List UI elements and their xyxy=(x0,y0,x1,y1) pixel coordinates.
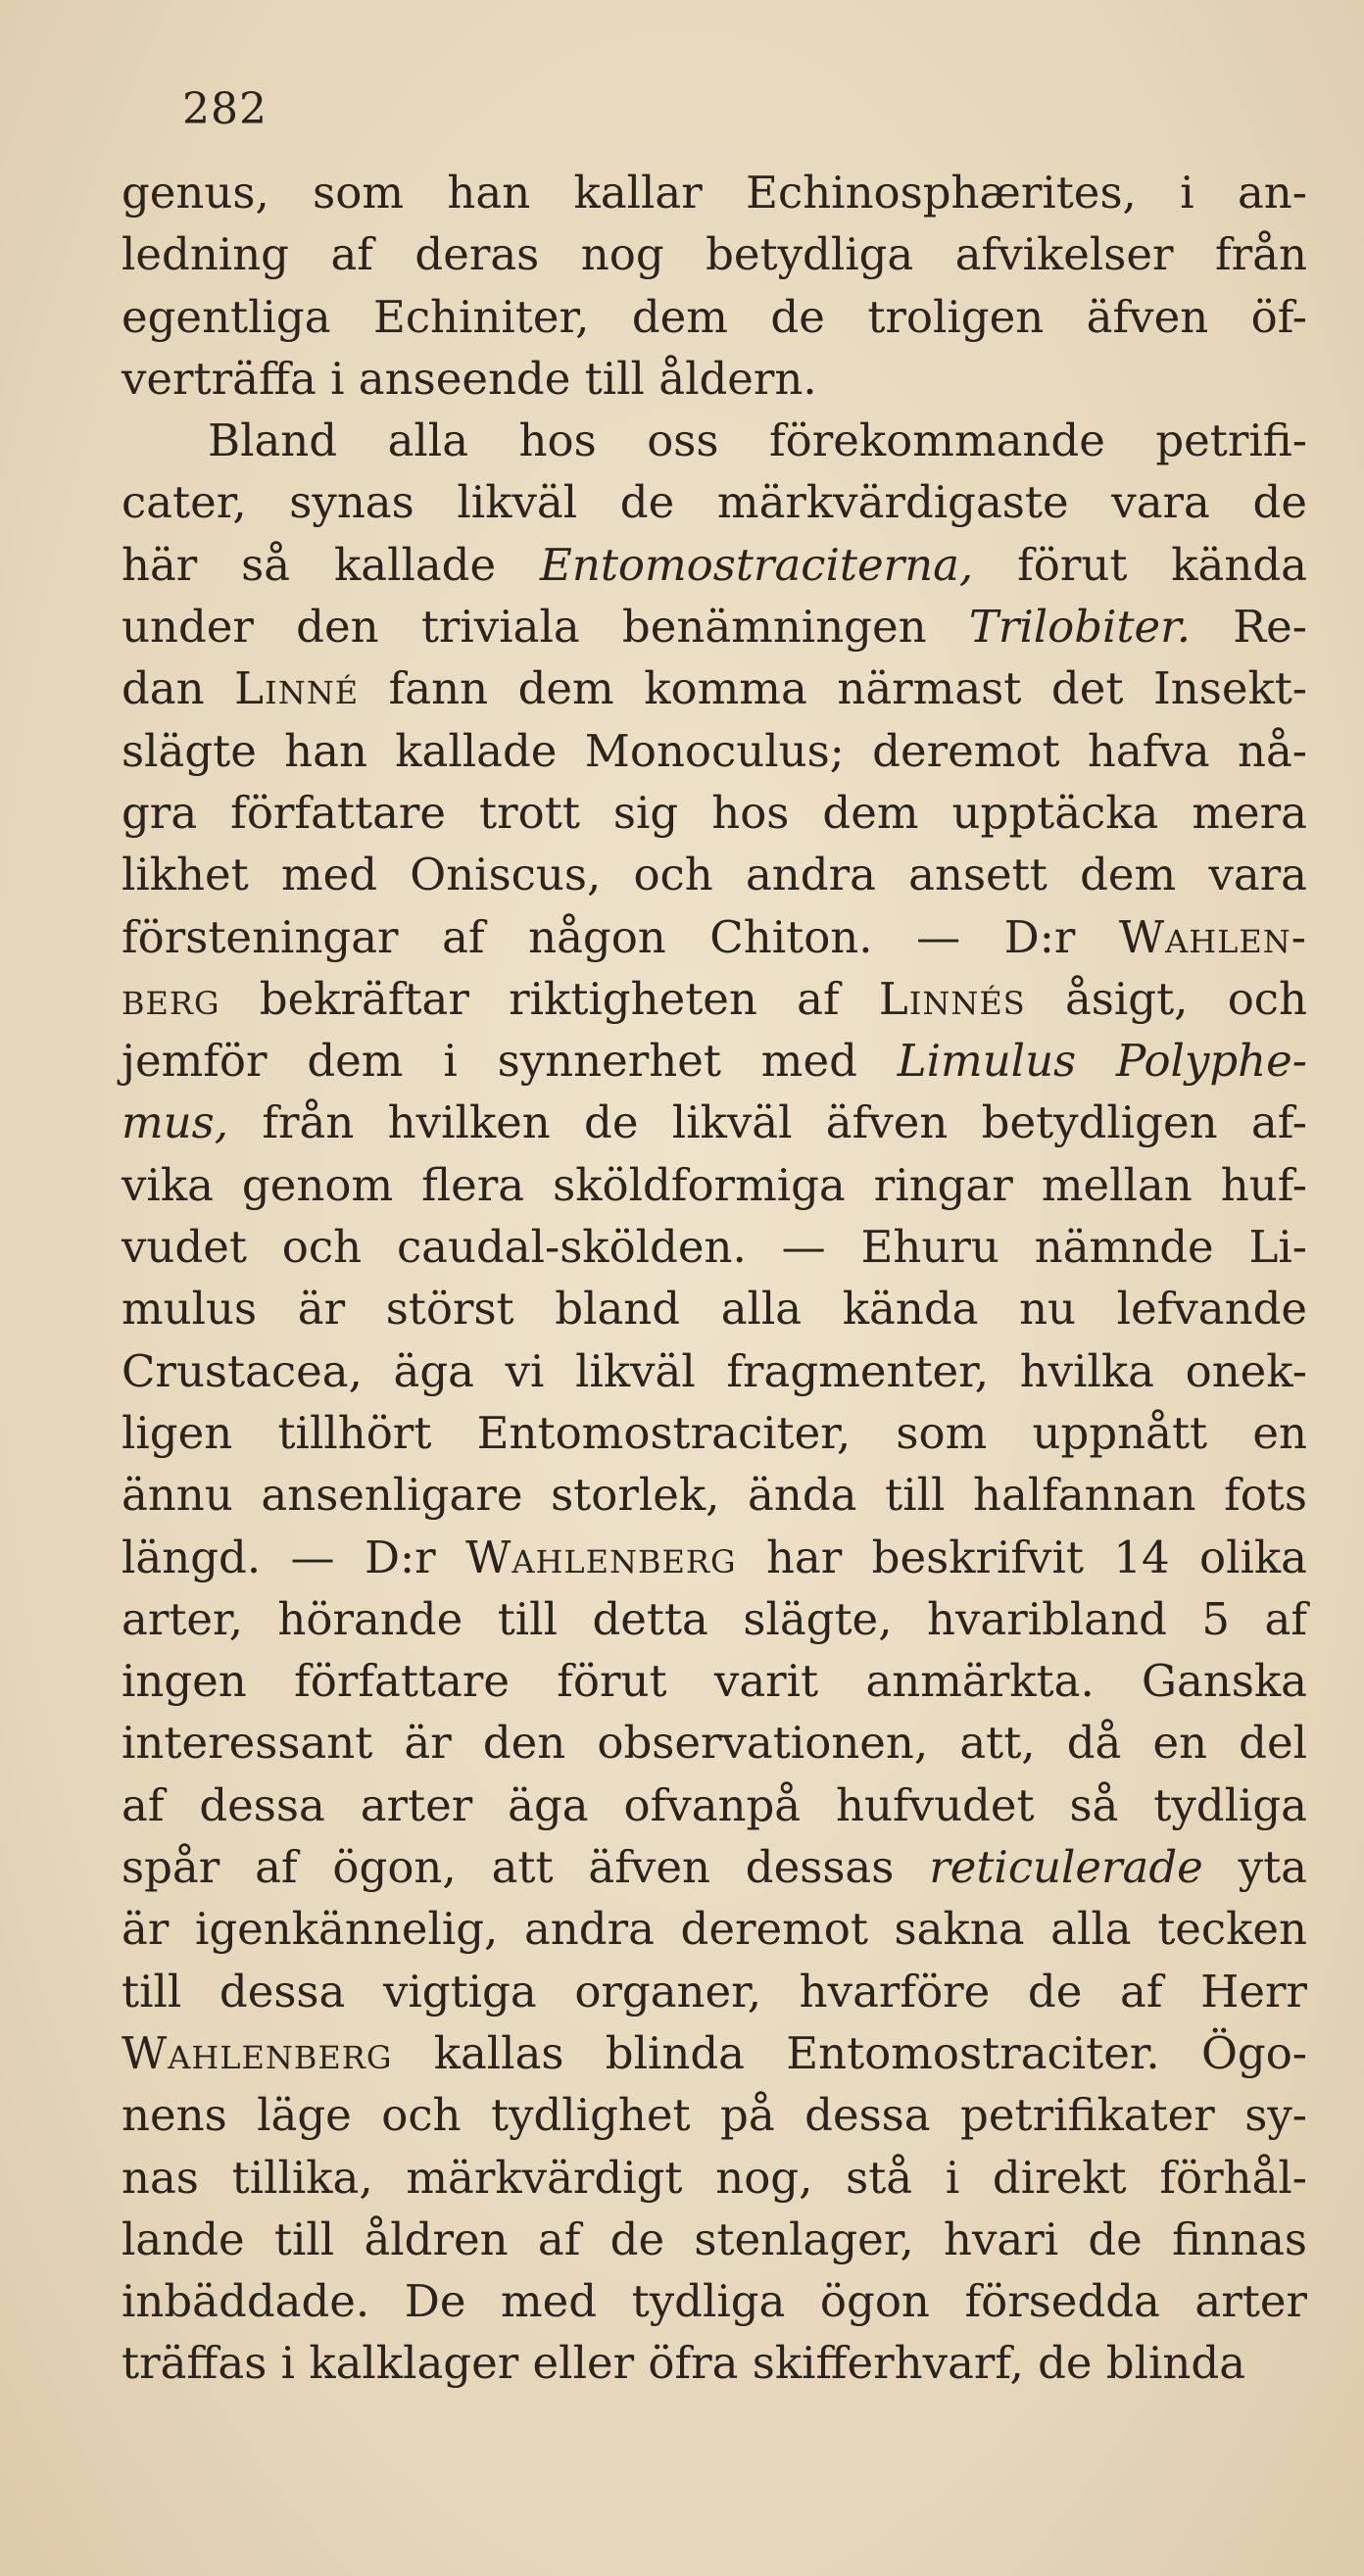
text-line xyxy=(122,1961,1307,2022)
author-name: Wahlen- xyxy=(1118,910,1307,963)
text-line xyxy=(122,348,1307,410)
text-run: nas tillika, märkvärdigt nog, stå i direkt förhål- xyxy=(122,2151,1307,2204)
text-line xyxy=(122,906,1307,968)
text-line xyxy=(122,782,1307,844)
text-line xyxy=(122,2270,1307,2332)
body-text xyxy=(122,162,1307,2395)
author-name: Linnés xyxy=(878,972,1026,1025)
text-line xyxy=(122,1588,1307,1650)
text-run: gra författare trott sig hos dem upptäcka mera xyxy=(122,786,1307,839)
text-line xyxy=(122,1650,1307,1712)
text-line xyxy=(122,1712,1307,1774)
text-run: ännu ansenligare storlek, ända till halfannan fots xyxy=(122,1469,1307,1522)
text-run: inbäddade. De med tydliga ögon försedda arter xyxy=(122,2275,1307,2328)
text-run: interessant är den observationen, att, då en del xyxy=(122,1717,1307,1770)
text-line xyxy=(122,1774,1307,1836)
text-run: till dessa vigtiga organer, hvarföre de af Herr xyxy=(122,1965,1307,2017)
text-run: ingen författare förut varit anmärkta. Ganska xyxy=(122,1655,1307,1708)
text-run: egentliga Echiniter, dem de troligen äfven öf- xyxy=(122,290,1307,343)
text-run: försteningar af någon Chiton. — D:r xyxy=(122,910,1119,963)
text-run: fann dem komma närmast det Insekt- xyxy=(359,662,1308,715)
text-line xyxy=(122,1527,1307,1588)
text-run: längd. — D:r xyxy=(122,1531,466,1583)
text-run: spår af ögon, att äfven dessas xyxy=(122,1841,930,1894)
text-run: träffas i kalklager eller öfra skifferhvarf, de blinda xyxy=(122,2337,1246,2390)
text-run: kallas blinda Entomostraciter. Ögo- xyxy=(392,2026,1307,2079)
text-run: nens läge och tydlighet på dessa petrifikater sy- xyxy=(122,2089,1307,2142)
text-run: ligen tillhört Entomostraciter, som uppnått en xyxy=(122,1406,1307,1459)
italic-term: mus, xyxy=(122,1096,229,1149)
text-run: ledning af deras nog betydliga afvikelser från xyxy=(122,228,1307,281)
italic-term: Entomostraciterna, xyxy=(539,538,974,591)
text-line xyxy=(122,286,1307,348)
text-run: Crustacea, äga vi likväl fragmenter, hvilka onek- xyxy=(122,1344,1307,1397)
text-run: är igenkännelig, andra deremot sakna alla tecken xyxy=(122,1903,1307,1956)
text-run: bekräftar riktigheten af xyxy=(219,972,879,1025)
text-run: Re- xyxy=(1191,601,1307,654)
text-run: af dessa arter äga ofvanpå hufvudet så tydliga xyxy=(122,1778,1307,1831)
italic-term: reticulerade xyxy=(929,1841,1203,1894)
text-line xyxy=(122,657,1307,719)
page-number: 282 xyxy=(182,84,268,134)
text-run: verträffa i anseende till åldern. xyxy=(122,352,817,405)
text-line xyxy=(122,162,1307,223)
author-name: berg xyxy=(122,972,220,1025)
text-line xyxy=(122,844,1307,905)
text-line xyxy=(122,223,1307,285)
text-run: Bland alla hos oss förekommande petrifi- xyxy=(208,414,1307,467)
text-run: vudet och caudal-skölden. — Ehuru nämnde Li- xyxy=(122,1221,1307,1274)
text-run: här så kallade xyxy=(122,538,540,591)
text-line xyxy=(122,1402,1307,1464)
text-line xyxy=(122,2084,1307,2146)
text-line xyxy=(122,968,1307,1030)
text-line xyxy=(122,471,1307,533)
text-line xyxy=(122,2209,1307,2270)
text-run: dan xyxy=(122,662,235,715)
text-line xyxy=(122,1340,1307,1402)
text-run: åsigt, och xyxy=(1025,972,1307,1025)
author-name: Wahlenberg xyxy=(465,1531,737,1583)
text-line xyxy=(122,1092,1307,1153)
italic-term: Trilobiter. xyxy=(968,601,1192,654)
text-line xyxy=(122,596,1307,657)
text-line xyxy=(122,2147,1307,2209)
text-run: slägte han kallade Monoculus; deremot hafva nå- xyxy=(122,724,1307,777)
text-run: jemför dem i synnerhet med xyxy=(122,1035,898,1088)
text-line xyxy=(122,1898,1307,1960)
text-line xyxy=(122,2332,1307,2394)
text-line xyxy=(122,1836,1307,1898)
text-line xyxy=(122,410,1307,471)
text-line xyxy=(122,1154,1307,1216)
italic-term: Limulus Polyphe- xyxy=(897,1035,1307,1088)
text-line xyxy=(122,1278,1307,1339)
author-name: Linné xyxy=(234,662,360,715)
text-run: förut kända xyxy=(973,538,1307,591)
text-run: genus, som han kallar Echinosphærites, i an- xyxy=(122,167,1307,219)
text-line xyxy=(122,1030,1307,1092)
text-run: cater, synas likväl de märkvärdigaste vara de xyxy=(122,476,1307,529)
text-run: vika genom flera sköldformiga ringar mellan huf- xyxy=(122,1158,1307,1211)
text-run: arter, hörande till detta slägte, hvaribland 5 af xyxy=(122,1592,1307,1645)
author-name: Wahlenberg xyxy=(122,2026,393,2079)
text-line xyxy=(122,2022,1307,2084)
text-run: mulus är störst bland alla kända nu lefvande xyxy=(122,1283,1307,1336)
text-run: från hvilken de likväl äfven betydligen af- xyxy=(228,1096,1307,1149)
text-run: lande till åldren af de stenlager, hvari de finnas xyxy=(122,2212,1307,2265)
text-line xyxy=(122,1464,1307,1526)
text-line xyxy=(122,534,1307,596)
text-line xyxy=(122,720,1307,782)
text-run: under den triviala benämningen xyxy=(122,601,969,654)
text-run: yta xyxy=(1202,1841,1308,1894)
text-run: har beskrifvit 14 olika xyxy=(736,1531,1307,1583)
text-run: likhet med Oniscus, och andra ansett dem vara xyxy=(122,849,1307,901)
text-line xyxy=(122,1216,1307,1278)
